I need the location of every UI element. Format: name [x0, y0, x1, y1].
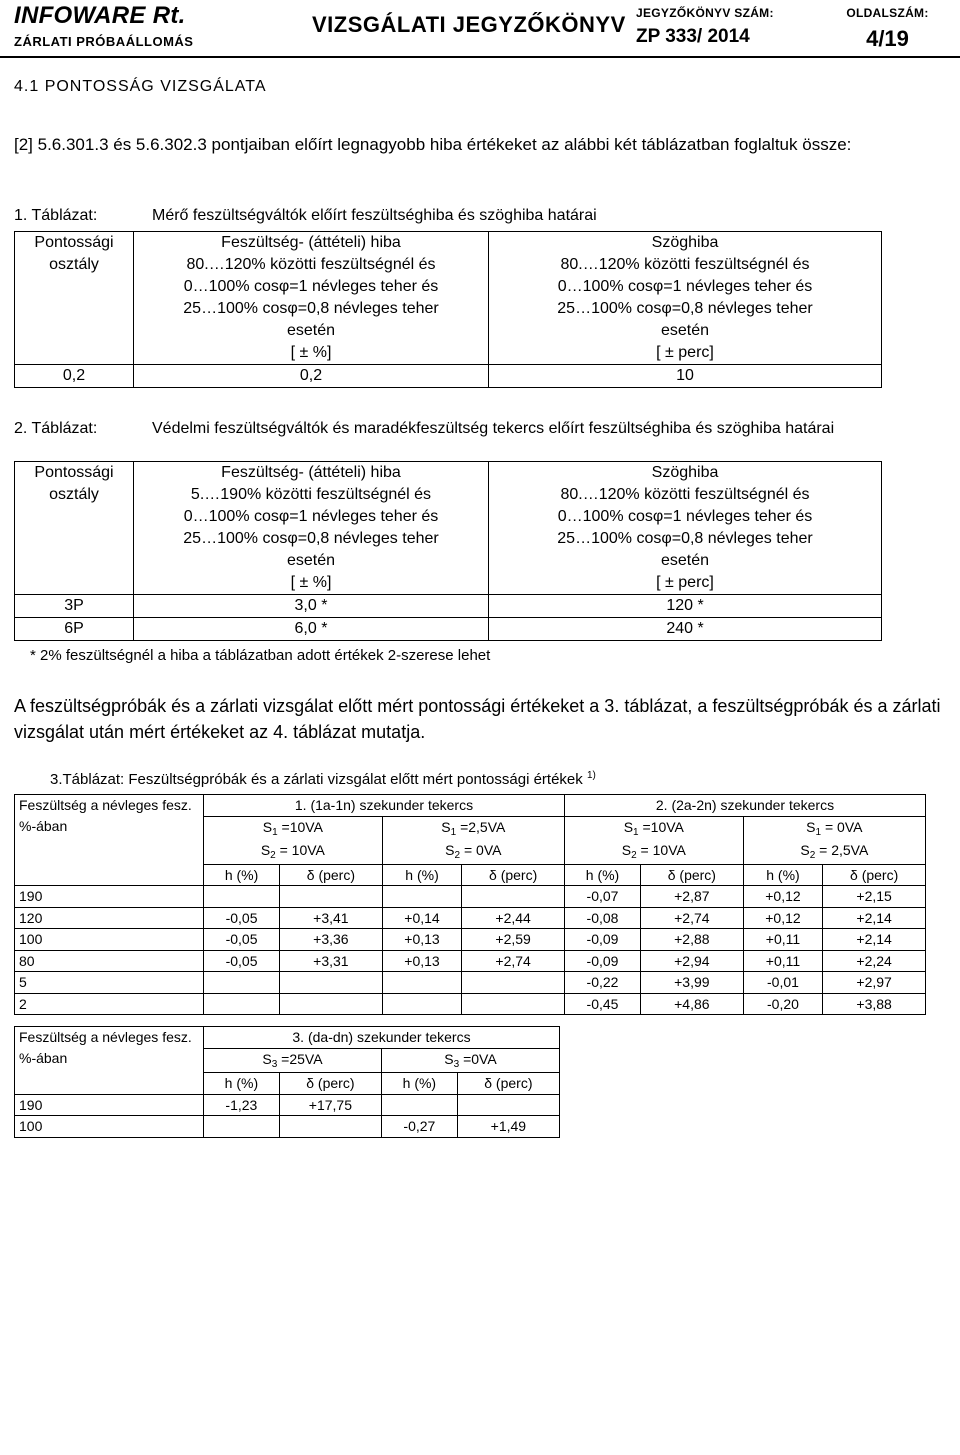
table3-cell: -0,05: [204, 950, 280, 972]
table3-subheader: δ (perc): [462, 864, 565, 886]
table3b-cell: +1,49: [457, 1116, 559, 1138]
table3b-subheader: δ (perc): [279, 1073, 381, 1095]
load-symbol: S: [441, 818, 451, 835]
table2-col3-title: Szöghiba: [651, 464, 719, 481]
table1-col3-line: [ ± perc]: [656, 344, 714, 361]
table3-cell: +3,31: [280, 950, 383, 972]
table3-cell: 120: [15, 907, 204, 929]
table1-col2-line: 25…100% cosφ=0,8 névleges teher: [183, 300, 439, 317]
table3-cell: -0,09: [564, 929, 640, 951]
table2-col3-line: [ ± perc]: [656, 574, 714, 591]
header-brand: [14, 4, 284, 49]
table2-col2-line: [ ± %]: [290, 574, 332, 591]
table3-cell: -0,01: [743, 972, 823, 994]
table3b-group-header: 3. (da-dn) szekunder tekercs: [204, 1027, 560, 1049]
table3-row: [15, 929, 926, 951]
table1-head-class: [15, 232, 134, 365]
load-subscript: 2: [809, 850, 816, 861]
table2-cell: 3P: [15, 595, 134, 618]
table3-cell: [204, 886, 280, 908]
table3-cell: -0,20: [743, 993, 823, 1015]
table2-head-class: [15, 462, 134, 595]
load-value: = 0VA: [821, 818, 863, 835]
load-symbol: S: [262, 1050, 272, 1067]
table3-cell: +2,24: [823, 950, 926, 972]
table3-cell: +2,74: [462, 950, 565, 972]
table3-load-4: [743, 816, 925, 864]
table3-cell: +2,14: [823, 907, 926, 929]
document-number: [636, 6, 836, 48]
table3-cell: [462, 993, 565, 1015]
section-title: 4.1 PONTOSSÁG VIZSGÁLATA: [14, 78, 267, 95]
table3b-cell: [279, 1116, 381, 1138]
load-subscript: 2: [270, 850, 276, 861]
table3-cell: +2,88: [641, 929, 744, 951]
table1-caption-text: Mérő feszültségváltók előírt feszültséghiba és szöghiba határai: [152, 207, 597, 224]
table3-cell: [204, 993, 280, 1015]
load-subscript: 1: [450, 826, 457, 838]
table3b-cell: [457, 1094, 559, 1116]
table2-cell: 3,0 *: [134, 595, 489, 618]
table3-subheader: h (%): [204, 864, 280, 886]
table3-rowhead: [15, 795, 204, 886]
load-symbol: S: [623, 818, 634, 835]
load-subscript: 3: [453, 1058, 460, 1070]
table3b-load-2: [381, 1048, 559, 1073]
table3b-cell: +17,75: [279, 1094, 381, 1116]
page-number: [830, 6, 945, 52]
table3-cell: +3,99: [641, 972, 744, 994]
table3-cell: -0,07: [564, 886, 640, 908]
table1-caption: [14, 207, 597, 225]
table3b: [14, 1026, 560, 1138]
load-value: =2,5VA: [456, 818, 506, 835]
table3-cell: +2,14: [823, 929, 926, 951]
table3-cell: -0,22: [564, 972, 640, 994]
table3-rowhead-label: Feszültség a névleges fesz. %-ában: [19, 797, 192, 834]
table1-col3-line: 25…100% cosφ=0,8 névleges teher: [557, 300, 813, 317]
load-value: = 2,5VA: [815, 842, 869, 858]
table2-col2-line: 25…100% cosφ=0,8 névleges teher: [183, 530, 439, 547]
table1-col2-title: Feszültség- (áttételi) hiba: [221, 234, 401, 251]
load-subscript: 1: [633, 826, 639, 838]
table3-caption-text: 3.Táblázat: Feszültségpróbák és a zárlati vizsgálat előtt mért pontossági értékek: [50, 771, 583, 788]
table1-head-phase: [489, 232, 882, 365]
table3b-rowhead-label: Feszültség a névleges fesz. %-ában: [19, 1029, 192, 1066]
table3-cell: +3,36: [280, 929, 383, 951]
table3b-rowhead: [15, 1027, 204, 1095]
table3b-row: [15, 1116, 560, 1138]
page-number-value: 4/19: [866, 26, 909, 51]
load-subscript: 1: [815, 826, 822, 838]
table3-cell: +0,13: [382, 929, 462, 951]
table3-cell: +0,14: [382, 907, 462, 929]
table2-row: [15, 595, 882, 618]
table3-load-2: [382, 816, 564, 864]
table1-col3-line: 0…100% cosφ=1 névleges teher és: [557, 278, 813, 295]
table3-cell: [280, 993, 383, 1015]
table3-load-3: [564, 816, 743, 864]
table2-caption-label: 2. Táblázat:: [14, 420, 98, 437]
table3-row: [15, 993, 926, 1015]
load-value: =10VA: [638, 818, 684, 835]
table1-col2-line: 80.…120% közötti feszültségnél és: [186, 256, 436, 273]
table3-group1-header: 1. (1a-1n) szekunder tekercs: [204, 795, 565, 817]
table3-cell: 100: [15, 929, 204, 951]
table2-col3-line: 0…100% cosφ=1 névleges teher és: [557, 508, 813, 525]
table3-load-1: [204, 816, 383, 864]
header-divider: [0, 56, 960, 58]
document-number-label: JEGYZŐKÖNYV SZÁM:: [636, 6, 774, 20]
table3-cell: +0,11: [743, 950, 823, 972]
table3: [14, 794, 926, 1015]
table2-col3-line: 25…100% cosφ=0,8 névleges teher: [557, 530, 813, 547]
load-value: = 10VA: [636, 842, 686, 858]
load-symbol: S: [800, 842, 810, 858]
table2-caption: [14, 417, 944, 440]
table3-cell: [204, 972, 280, 994]
table2-col2-line: 0…100% cosφ=1 névleges teher és: [183, 508, 439, 525]
table3-cell: [382, 972, 462, 994]
table2-row: [15, 618, 882, 641]
table3-cell: -0,08: [564, 907, 640, 929]
lab-name: ZÁRLATI PRÓBAÁLLOMÁS: [14, 34, 194, 49]
load-value: =10VA: [277, 818, 323, 835]
table2-head-phase: [489, 462, 882, 595]
table3-caption: [50, 770, 596, 788]
table3-cell: +2,74: [641, 907, 744, 929]
table3-cell: +2,94: [641, 950, 744, 972]
table1-col3-line: esetén: [660, 322, 710, 339]
table1-caption-label: 1. Táblázat:: [14, 207, 98, 224]
table3-cell: +2,15: [823, 886, 926, 908]
document-number-value: ZP 333/ 2014: [636, 26, 750, 47]
table2-col2-line: esetén: [286, 552, 336, 569]
table1-cell: 0,2: [15, 365, 134, 388]
table3-row: [15, 950, 926, 972]
table3-subheader: h (%): [743, 864, 823, 886]
table1-col1-label: Pontossági osztály: [34, 234, 114, 273]
table3-cell: +4,86: [641, 993, 744, 1015]
table1-cell: 10: [489, 365, 882, 388]
table3-cell: [280, 886, 383, 908]
table3b-cell: [204, 1116, 280, 1138]
table1: [14, 231, 882, 388]
table3-cell: +0,11: [743, 929, 823, 951]
table3b-load-1: [204, 1048, 382, 1073]
table3-cell: 190: [15, 886, 204, 908]
table3-cell: +2,44: [462, 907, 565, 929]
table3-group2-header: 2. (2a-2n) szekunder tekercs: [564, 795, 925, 817]
company-name: INFOWARE Rt.: [14, 2, 186, 29]
load-symbol: S: [262, 818, 273, 835]
table3-cell: -0,09: [564, 950, 640, 972]
load-subscript: 3: [271, 1058, 278, 1070]
table2-col2-line: 5.…190% közötti feszültségnél és: [190, 486, 432, 503]
table2-head-ratio: [134, 462, 489, 595]
table3-row: [15, 886, 926, 908]
table3b-subheader: δ (perc): [457, 1073, 559, 1095]
table3-cell: [382, 886, 462, 908]
table1-col2-line: esetén: [286, 322, 336, 339]
load-subscript: 1: [272, 826, 278, 838]
table1-col3-line: 80.…120% közötti feszültségnél és: [560, 256, 810, 273]
table1-col2-line: 0…100% cosφ=1 névleges teher és: [183, 278, 439, 295]
page-number-label: OLDALSZÁM:: [846, 6, 929, 20]
table3-cell: +0,13: [382, 950, 462, 972]
table3-cell: +3,41: [280, 907, 383, 929]
table2-col3-line: 80.…120% közötti feszültségnél és: [560, 486, 810, 503]
table2-footnote: * 2% feszültségnél a hiba a táblázatban adott értékek 2-szerese lehet: [30, 647, 491, 664]
table3b-cell: 100: [15, 1116, 204, 1138]
table3-cell: +3,88: [823, 993, 926, 1015]
table3-cell: 2: [15, 993, 204, 1015]
table3-subheader: δ (perc): [641, 864, 744, 886]
document-title: VIZSGÁLATI JEGYZŐKÖNYV: [312, 12, 626, 37]
table3-cell: -0,05: [204, 929, 280, 951]
table3-cell: +2,59: [462, 929, 565, 951]
table3-cell: [382, 993, 462, 1015]
load-subscript: 2: [631, 850, 637, 861]
table3-subheader: h (%): [564, 864, 640, 886]
table3-cell: -0,45: [564, 993, 640, 1015]
table3-cell: [280, 972, 383, 994]
table2-col3-line: esetén: [660, 552, 710, 569]
table2-cell: 120 *: [489, 595, 882, 618]
table3-subheader: h (%): [382, 864, 462, 886]
table3-caption-footnote-mark: 1): [586, 770, 596, 781]
table3-subheader: δ (perc): [280, 864, 383, 886]
table3-subheader: δ (perc): [823, 864, 926, 886]
table3-cell: [462, 886, 565, 908]
table2: [14, 461, 882, 641]
table3-row: [15, 972, 926, 994]
table3b-row: [15, 1094, 560, 1116]
table2-cell: 6P: [15, 618, 134, 641]
load-symbol: S: [621, 842, 632, 858]
table2-caption-text: Védelmi feszültségváltók és maradékfeszültség tekercs előírt feszültséghiba és szöghiba határai: [152, 420, 835, 437]
load-symbol: S: [445, 842, 455, 858]
table2-cell: 6,0 *: [134, 618, 489, 641]
load-value: =25VA: [277, 1050, 323, 1067]
table1-col2-line: [ ± %]: [290, 344, 332, 361]
table1-col3-title: Szöghiba: [651, 234, 719, 251]
table3-cell: +0,12: [743, 886, 823, 908]
table3-cell: +2,87: [641, 886, 744, 908]
table3b-cell: -0,27: [381, 1116, 457, 1138]
load-symbol: S: [806, 818, 816, 835]
table3-cell: [462, 972, 565, 994]
table3-cell: 80: [15, 950, 204, 972]
table3-row: [15, 907, 926, 929]
table3-cell: +0,12: [743, 907, 823, 929]
table1-row: [15, 365, 882, 388]
load-symbol: S: [444, 1050, 454, 1067]
table3-cell: 5: [15, 972, 204, 994]
load-symbol: S: [260, 842, 271, 858]
table2-cell: 240 *: [489, 618, 882, 641]
table3-cell: -0,05: [204, 907, 280, 929]
results-paragraph: A feszültségpróbák és a zárlati vizsgálat előtt mért pontossági értékeket a 3. táblázat, a feszültségpróbák és a zárlati vizsgálat után mért értékeket az 4. táblázat mutatja.: [14, 696, 941, 742]
load-value: = 10VA: [275, 842, 325, 858]
table3b-cell: [381, 1094, 457, 1116]
load-subscript: 2: [454, 850, 461, 861]
table3b-cell: -1,23: [204, 1094, 280, 1116]
table2-col2-title: Feszültség- (áttételi) hiba: [221, 464, 401, 481]
table2-col1-label: Pontossági osztály: [34, 464, 114, 503]
load-value: = 0VA: [460, 842, 502, 858]
table3b-cell: 190: [15, 1094, 204, 1116]
table3-cell: +2,97: [823, 972, 926, 994]
table3b-subheader: h (%): [204, 1073, 280, 1095]
load-value: =0VA: [459, 1050, 497, 1067]
table3b-subheader: h (%): [381, 1073, 457, 1095]
table1-head-ratio: [134, 232, 489, 365]
table1-cell: 0,2: [134, 365, 489, 388]
intro-paragraph: [2] 5.6.301.3 és 5.6.302.3 pontjaiban előírt legnagyobb hiba értékeket az alábbi két táblázatban foglaltuk össze:: [14, 135, 852, 154]
